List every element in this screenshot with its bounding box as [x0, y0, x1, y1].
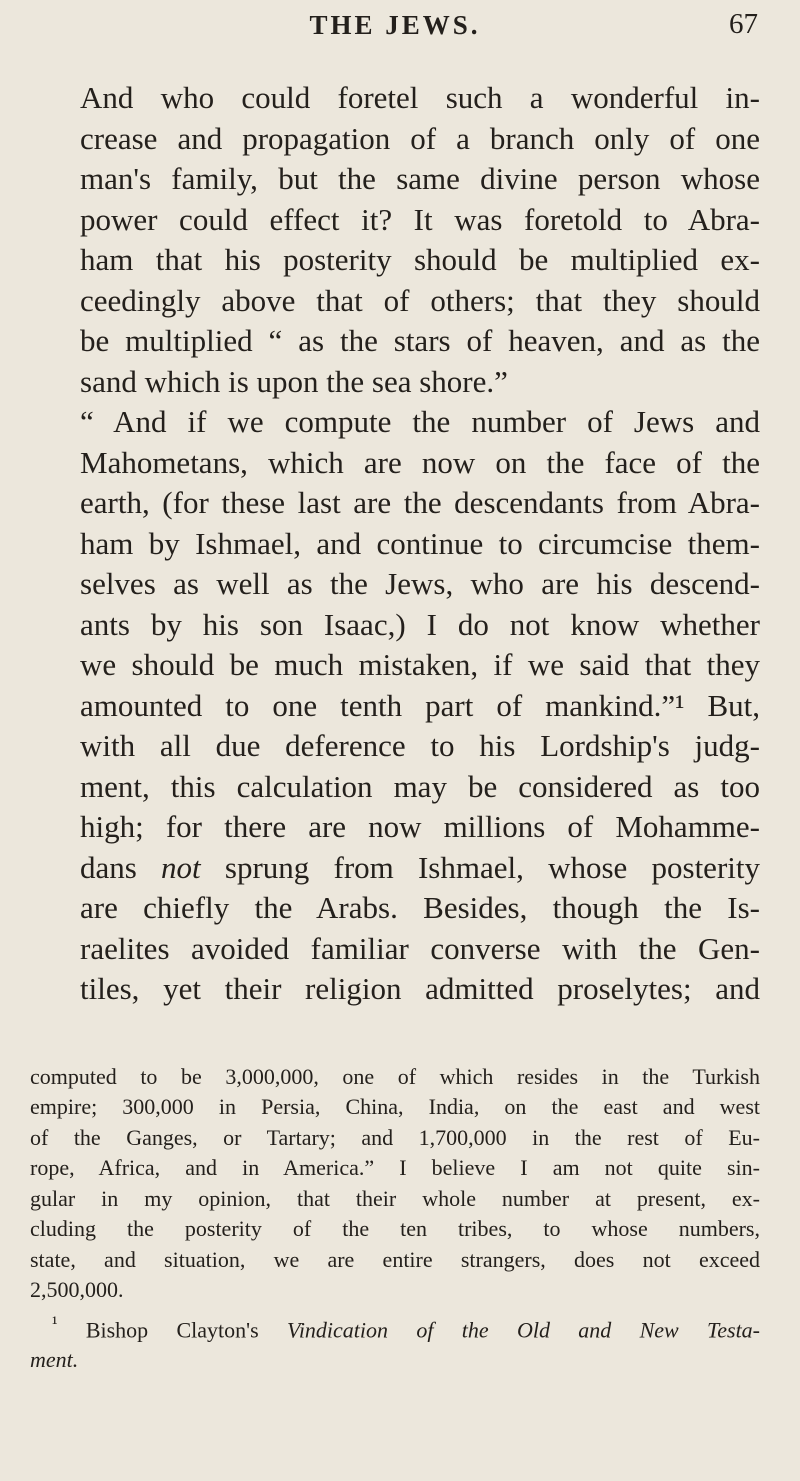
running-head	[30, 0, 760, 60]
text-line: sand which is upon the sea shore.”	[80, 363, 508, 399]
book-title: Vindication of the Old and New Testa-	[287, 1316, 761, 1342]
book-title-end: ment.	[30, 1347, 79, 1373]
text-line: with all due deference to his Lordship's judg-	[80, 728, 760, 763]
footnote-line: empire; 300,000 in Persia, China, India, on the east and west	[30, 1094, 760, 1119]
footnote-line: 2,500,000.	[30, 1277, 124, 1302]
text-line: ants by his son Isaac,) I do not know whether	[80, 606, 760, 642]
footnote-line: of the Ganges, or Tartary; and 1,700,000 in the rest of Eu-	[30, 1124, 760, 1150]
footnotes	[30, 1062, 760, 1376]
text-line: amounted to one tenth part of mankind.”¹ But,	[80, 687, 760, 723]
text-line: are chiefly the Arabs. Besides, though the Is-	[80, 890, 760, 925]
italic-word: not	[161, 849, 201, 885]
body-text	[30, 78, 760, 1010]
paragraph-1	[30, 78, 760, 402]
text-line: “ And if we compute the number of Jews and	[80, 404, 760, 439]
text-line: ceedingly above that of others; that they should	[80, 282, 760, 318]
footnote-line: gular in my opinion, that their whole number at present, ex-	[30, 1185, 760, 1211]
footnote-line	[30, 1345, 760, 1376]
text-line: ham by Ishmael, and continue to circumcise them-	[80, 525, 760, 561]
text-line: earth, (for these last are the descendants from Abra-	[80, 485, 760, 520]
running-title: THE JEWS.	[309, 10, 481, 40]
text-fragment: dans	[80, 849, 137, 885]
text-line: tiles, yet their religion admitted proselytes; and	[80, 971, 760, 1006]
footnote-marker: ¹	[52, 1312, 58, 1333]
text-line-with-italic	[30, 848, 760, 889]
footnote-citation	[30, 1308, 760, 1376]
footnote-line: rope, Africa, and in America.” I believe I am not quite sin-	[30, 1155, 760, 1180]
footnote-line	[30, 1308, 760, 1346]
text-line: Mahometans, which are now on the face of the	[80, 444, 760, 480]
text-line: ment, this calculation may be considered as too	[80, 768, 760, 804]
page-number: 67	[729, 8, 758, 40]
text-line: high; for there are now millions of Mohamme-	[80, 809, 760, 844]
text-line: be multiplied “ as the stars of heaven, and as the	[80, 323, 760, 358]
text-line: ham that his posterity should be multiplied ex-	[80, 242, 760, 277]
paragraph-2	[30, 402, 760, 1010]
text-line: man's family, but the same divine person whose	[80, 161, 760, 196]
text-line: And who could foretel such a wonderful in-	[80, 80, 760, 115]
footnote-line: state, and situation, we are entire strangers, does not exceed	[30, 1246, 760, 1272]
footnote-line: computed to be 3,000,000, one of which resides in the Turkish	[30, 1063, 760, 1089]
footnote-line: cluding the posterity of the ten tribes, to whose numbers,	[30, 1216, 760, 1241]
footnote-text: Bishop Clayton's	[85, 1316, 259, 1342]
text-fragment: sprung from Ishmael, whose posterity	[224, 849, 760, 885]
text-line: power could effect it? It was foretold to Abra-	[80, 201, 760, 237]
text-line: raelites avoided familiar converse with the Gen-	[80, 930, 760, 966]
text-line: selves as well as the Jews, who are his descend-	[80, 566, 760, 601]
text-line: crease and propagation of a branch only of one	[80, 120, 760, 156]
footnote-continuation	[30, 1062, 760, 1306]
text-line: we should be much mistaken, if we said that they	[80, 647, 760, 682]
